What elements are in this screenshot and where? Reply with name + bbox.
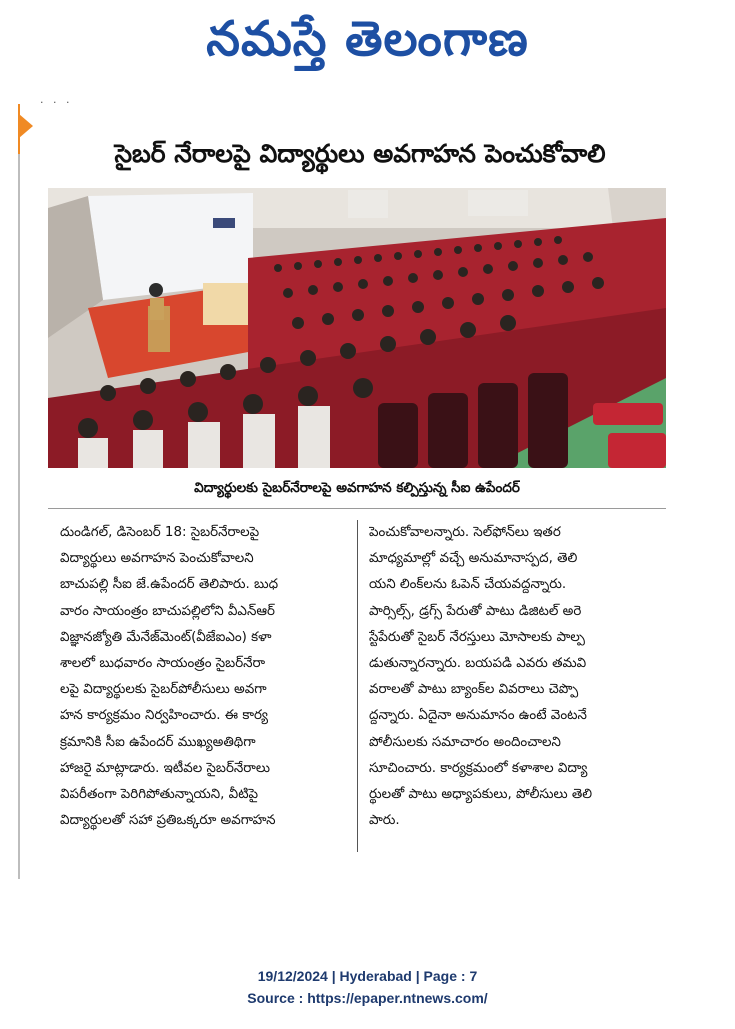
footer-date-edition: 19/12/2024 | Hyderabad | Page : 7: [257, 968, 478, 984]
cropped-top-line: · · · ‌ ‌ ‌ ‌ ‌ ‌ ‌ ‌ ‌ ‌ ‌ ‌ ‌ ‌ ‌ ‌ ‌ ‌ ‌ ‌ ‌ ‌ ‌ ‌ ‌ ‌ ‌ ‌ ‌ ‌ ‌ ‌ ‌ ‌ ‌ ‌ ‌ ‌ ‌ ‌: [40, 96, 333, 108]
photo-caption: విద్యార్థులకు సైబర్‌నేరాలపై అవగాహన కల్పిస్తున్న సీఐ ఉపేందర్: [194, 480, 520, 496]
footer-source-link[interactable]: Source : https://epaper.ntnews.com/: [247, 990, 488, 1006]
column-divider: [357, 520, 358, 852]
text-line: సూచించారు. కార్యక్రమంలో కళాశాల విద్యా: [369, 760, 588, 776]
text-line: పోలీసులకు సమాచారం అందించాలని: [369, 734, 561, 750]
article-headline: సైబర్ నేరాలపై విద్యార్థులు అవగాహన పెంచుకోవాలి: [114, 139, 606, 168]
margin-rule: [18, 154, 20, 879]
text-line: వరాలతో పాటు బ్యాంక్‌ల వివరాలు చెప్పొ: [369, 682, 579, 698]
text-line: విజ్ఞానజ్యోతి మేనేజ్‌మెంట్(వీజేఐఎం) కళా: [60, 629, 272, 645]
text-line: విపరీతంగా పెరిగిపోతున్నాయని, వీటిపై: [60, 786, 259, 802]
text-line: మాధ్యమాల్లో వచ్చే అనుమానాస్పద, తెలి: [369, 551, 578, 567]
text-line: లపై విద్యార్థులకు సైబర్‌పోలీసులు అవగా: [60, 682, 267, 698]
news-photo-auditorium: [48, 188, 666, 468]
text-line: పారు.: [369, 813, 400, 829]
text-line: దుండిగల్, డిసెంబర్ 18: సైబర్‌నేరాలపై: [60, 525, 260, 540]
text-line: డుతున్నారన్నారు. బయపడి ఎవరు తమవి: [369, 655, 587, 671]
text-line: యని లింక్‌లను ఓపెన్ చేయవద్దన్నారు.: [369, 577, 567, 593]
accent-pointer: [19, 114, 33, 138]
text-line: విద్యార్థులతో సహా ప్రతిఒక్కరూ అవగాహన: [60, 813, 276, 829]
text-line: శాలలో బుధవారం సాయంత్రం సైబర్‌నేరా: [60, 655, 266, 671]
text-line: బాచుపల్లి సీఐ జే.ఉపేందర్ తెలిపారు. బుధ: [60, 577, 279, 593]
newspaper-masthead: నమస్తే తెలంగాణ: [206, 11, 529, 67]
article-column-right: [369, 520, 667, 834]
article-column-left: [60, 520, 348, 834]
text-line: స్టేపేరుతో సైబర్ నేరస్తులు మోసాలకు పాల్ప: [369, 629, 585, 645]
caption-divider: [48, 508, 666, 509]
text-line: వారం సాయంత్రం బాచుపల్లిలోని వీఎన్‌ఆర్: [60, 603, 275, 619]
text-line: ర్థులతో పాటు అధ్యాపకులు, పోలీసులు తెలి: [369, 786, 593, 802]
text-line: పార్సిల్స్, డ్రగ్స్ పేరుతో పాటు డిజిటల్ అరె: [369, 603, 582, 619]
text-line: క్రమానికి సీఐ ఉపేందర్ ముఖ్యఅతిథిగా: [60, 734, 256, 750]
text-line: విద్యార్థులు అవగాహన పెంచుకోవాలని: [60, 551, 254, 567]
text-line: హన కార్యక్రమం నిర్వహించారు. ఈ కార్య: [60, 708, 269, 724]
text-line: హాజరై మాట్లాడారు. ఇటీవల సైబర్‌నేరాలు: [60, 760, 270, 776]
text-line: ద్దన్నారు. ఏదైనా అనుమానం ఉంటే వెంటనే: [369, 708, 587, 724]
text-line: పెంచుకోవాలన్నారు. సెల్‌ఫోన్‌లు ఇతర: [369, 525, 561, 540]
